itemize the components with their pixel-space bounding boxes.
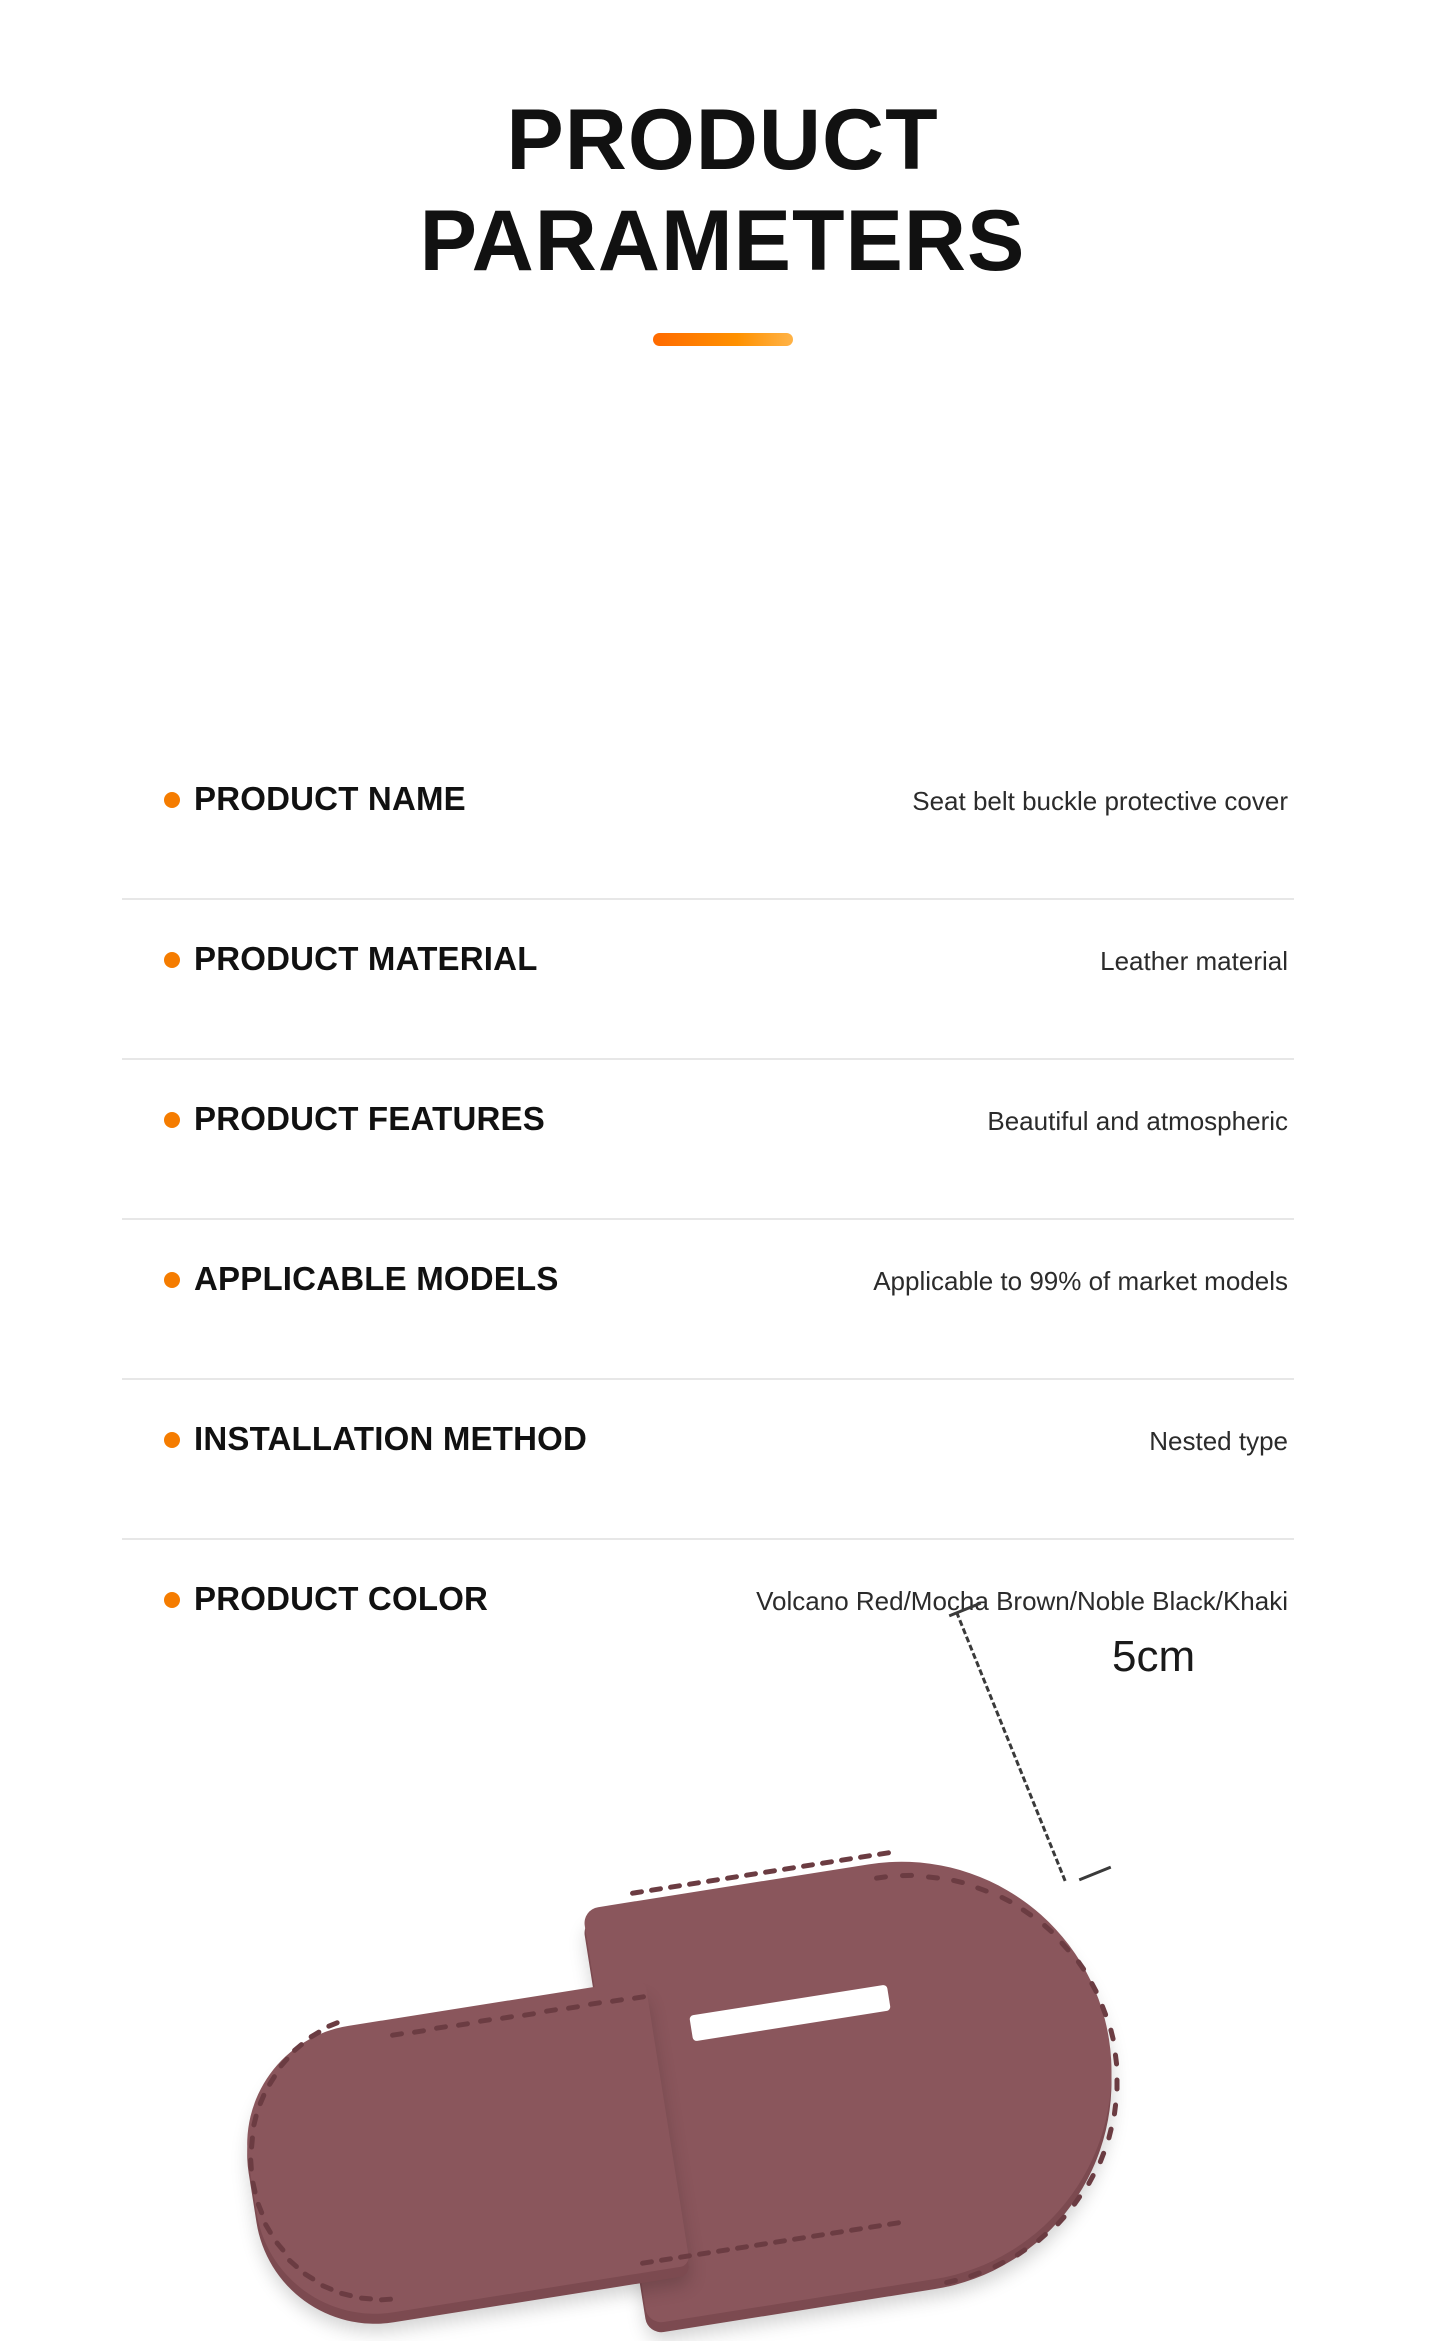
spec-label-wrap	[122, 1220, 559, 1298]
page-title-line-1: PRODUCT	[506, 92, 939, 188]
page-title-line-2: PARAMETERS	[419, 193, 1026, 290]
page-title	[0, 0, 1445, 346]
spec-value: Volcano Red/Mocha Brown/Noble Black/Khaki	[756, 1586, 1288, 1616]
title-underline-accent	[653, 333, 793, 346]
dimension-cap-bottom-icon	[1079, 1866, 1112, 1882]
bullet-dot-icon	[164, 1112, 180, 1128]
bullet-dot-icon	[164, 792, 180, 808]
spec-value: Nested type	[1149, 1426, 1288, 1456]
spec-label-wrap	[122, 740, 466, 818]
spec-label: INSTALLATION METHOD	[194, 1420, 588, 1457]
spec-label-wrap	[122, 1540, 488, 1618]
spec-label-wrap	[122, 1060, 545, 1138]
spec-label: APPLICABLE MODELS	[194, 1260, 559, 1297]
bullet-dot-icon	[164, 1592, 180, 1608]
product-photo	[0, 1632, 1445, 2237]
spec-label-wrap	[122, 1380, 587, 1458]
specification-table	[122, 740, 1294, 1698]
dimension-label: 5cm	[1112, 1632, 1196, 1681]
table-row	[122, 1220, 1294, 1380]
spec-value: Beautiful and atmospheric	[987, 1106, 1288, 1136]
spec-label-wrap	[122, 900, 538, 978]
table-row	[122, 740, 1294, 900]
table-row	[122, 1380, 1294, 1540]
spec-label: PRODUCT MATERIAL	[194, 940, 538, 977]
spec-label: PRODUCT FEATURES	[194, 1100, 545, 1137]
table-row	[122, 1060, 1294, 1220]
bullet-dot-icon	[164, 1432, 180, 1448]
spec-label: PRODUCT COLOR	[194, 1580, 489, 1617]
spec-value: Applicable to 99% of market models	[873, 1266, 1288, 1296]
spec-value: Leather material	[1100, 946, 1288, 976]
table-row	[122, 900, 1294, 1060]
bullet-dot-icon	[164, 1272, 180, 1288]
spec-label: PRODUCT NAME	[194, 780, 466, 817]
spec-value: Seat belt buckle protective cover	[912, 786, 1288, 816]
bullet-dot-icon	[164, 952, 180, 968]
